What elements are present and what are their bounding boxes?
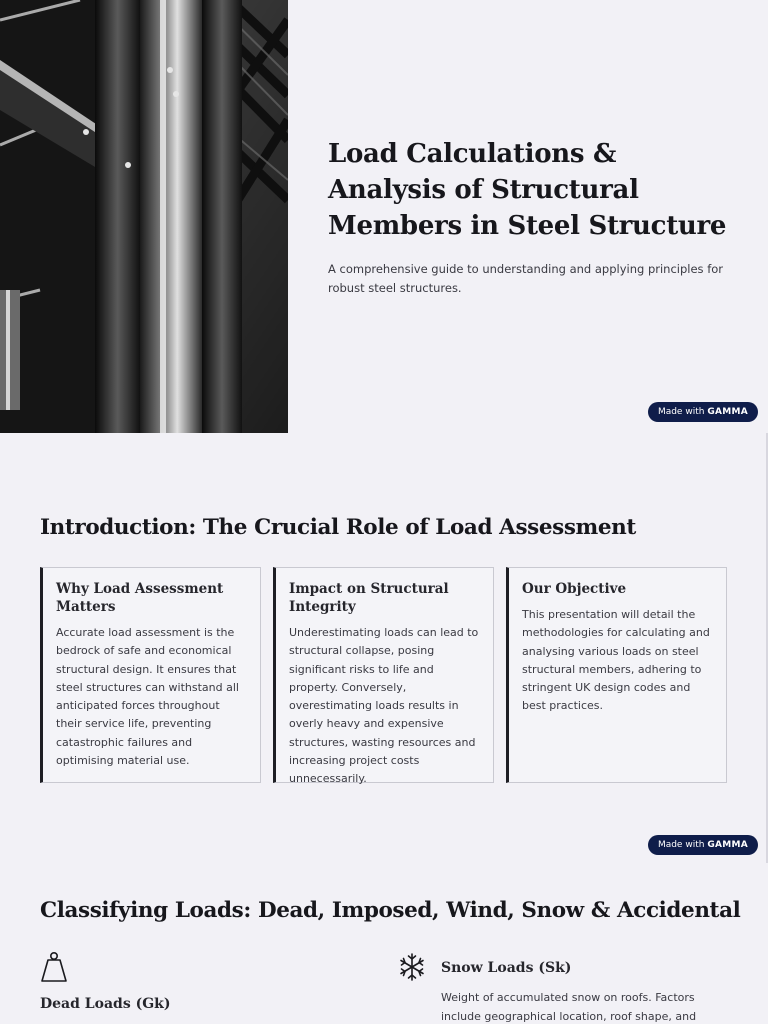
- made-with-gamma-badge[interactable]: [648, 835, 758, 855]
- gamma-logo: GAMMA: [707, 407, 749, 417]
- card-impact-integrity: [273, 567, 494, 786]
- hero-title: Load Calculations & Analysis of Structural Members in Steel Structure: [328, 139, 727, 241]
- weight-icon: [40, 951, 68, 987]
- card-body: Accurate load assessment is the bedrock of safe and economical structural design. It ensures that steel structures can withstand all anticipated forces throughout their service life, preventing catastrophic failures and optimising material use.: [56, 626, 239, 768]
- card-title: Impact on Structural Integrity: [289, 581, 449, 615]
- intro-title: Introduction: The Crucial Role of Load Assessment: [40, 515, 636, 540]
- made-with-gamma-badge[interactable]: [648, 402, 758, 422]
- snow-loads-title: Snow Loads (Sk): [441, 960, 572, 976]
- badge-text: Made with: [657, 840, 705, 850]
- intro-cards: [40, 567, 727, 786]
- card-body: Underestimating loads can lead to structural collapse, posing significant risks to life and property. Conversely, overestimating loads results in overly heavy and expensive structures, wasting resources and increasing project costs unnecessarily.: [289, 626, 479, 786]
- card-our-objective: [506, 567, 727, 783]
- dead-loads-title: Dead Loads (Gk): [40, 996, 171, 1012]
- hero-subtitle: A comprehensive guide to understanding and applying principles for robust steel structures.: [328, 262, 724, 295]
- card-body: This presentation will detail the methodologies for calculating and analysing various loads on steel structural members, adhering to stringent UK design codes and best practices.: [522, 608, 710, 713]
- badge-text: Made with: [657, 407, 705, 417]
- card-title: Why Load Assessment Matters: [56, 581, 224, 615]
- gamma-logo: GAMMA: [707, 840, 749, 850]
- card-title: Our Objective: [522, 581, 627, 597]
- card-why-load-assessment: [40, 567, 261, 783]
- classify-title: Classifying Loads: Dead, Imposed, Wind, Snow & Accidental: [40, 898, 741, 923]
- snowflake-icon: [398, 952, 426, 986]
- snow-loads-description: Weight of accumulated snow on roofs. Factors include geographical location, roof shape, and: [441, 991, 697, 1023]
- steel-structure-photo: [0, 0, 288, 433]
- hero-slide: [0, 0, 768, 433]
